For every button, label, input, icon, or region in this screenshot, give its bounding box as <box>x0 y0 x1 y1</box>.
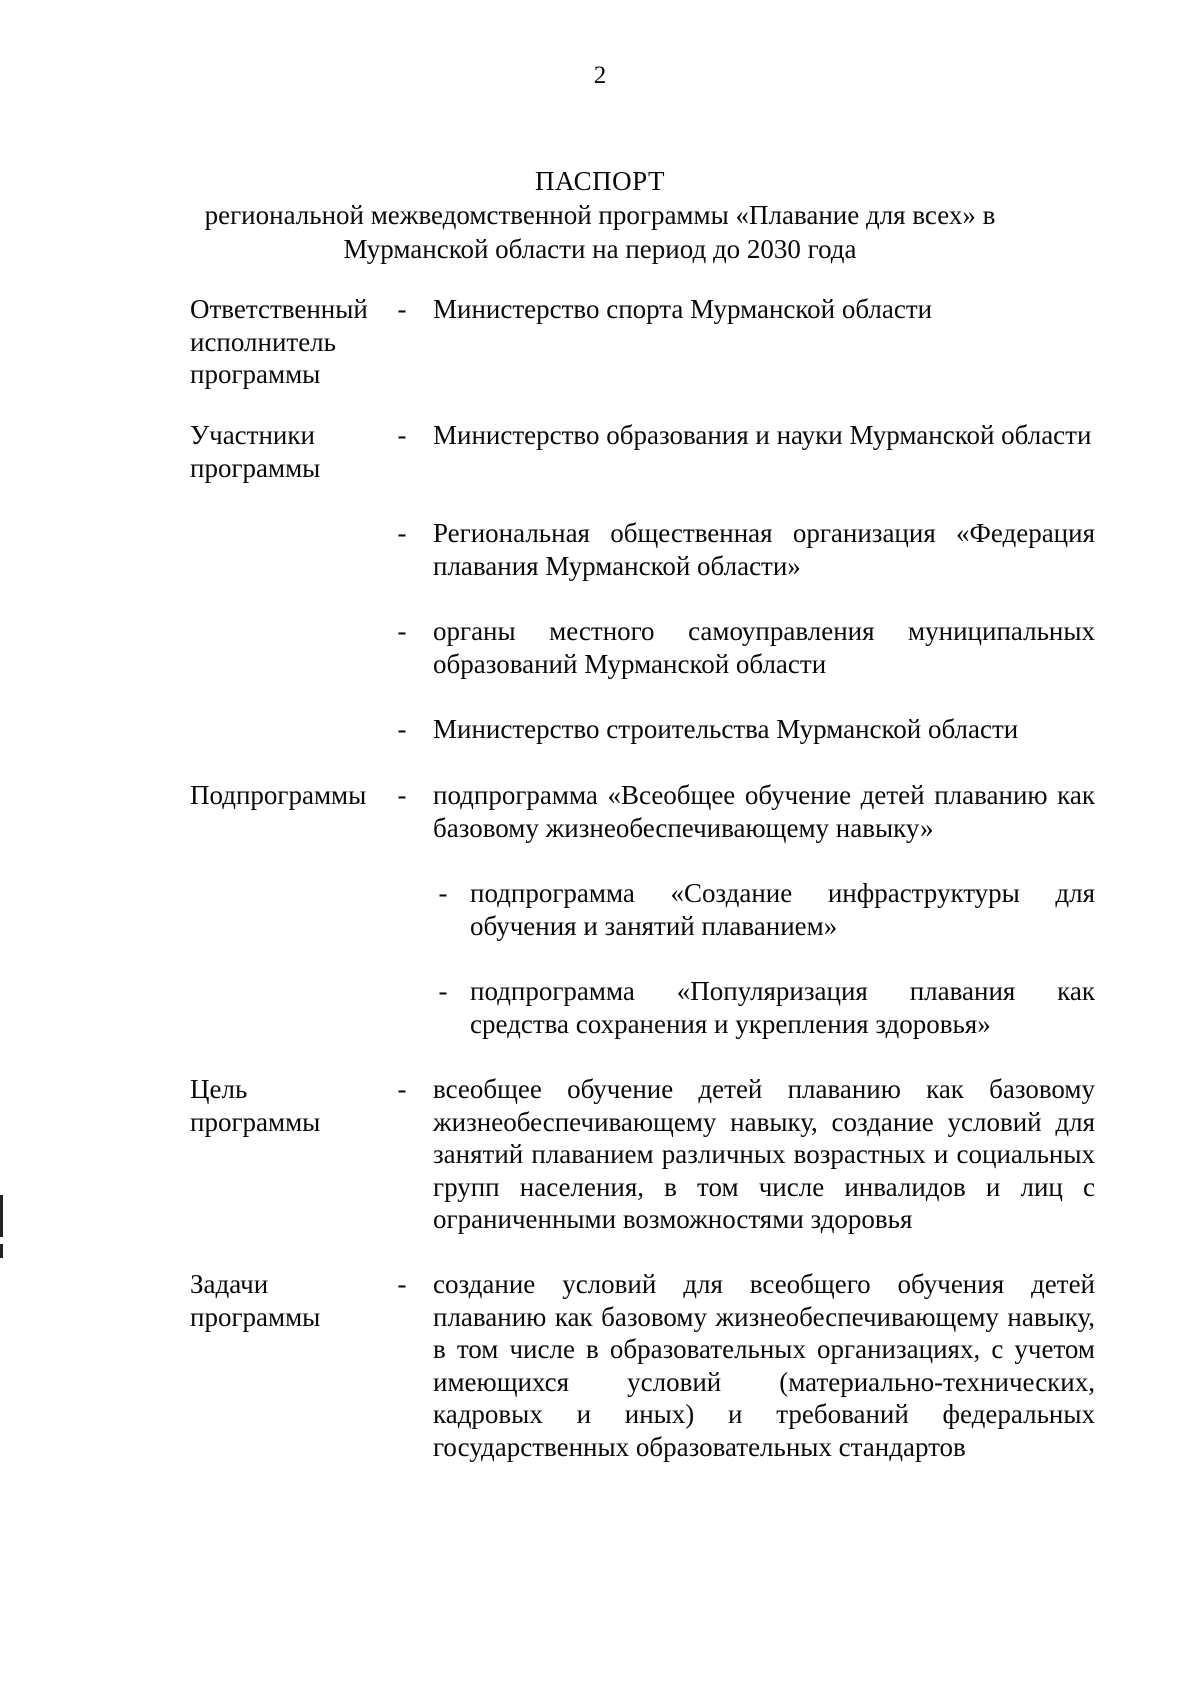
label-tasks: Задачи программы <box>190 1269 321 1332</box>
dash-marker: - <box>397 420 407 450</box>
subprogram-item: подпрограмма «Популяризация плавания как средства сохранения и укрепления здоровья» <box>470 976 1095 1039</box>
dash-marker: - <box>397 1269 407 1299</box>
tasks-text: создание условий для всеобщего обучения детей плаванию как базовому жизнеобеспечивающему навыку, в том числе в образовательных организациях, с учетом имеющихся условий (материально-технических, кадровых и иных) и требований федеральных государственных образовательных стандартов <box>433 1269 1095 1462</box>
dash-marker: - <box>397 1074 407 1104</box>
label-goal: Цель программы <box>190 1074 321 1137</box>
document-subtitle-line-2: Мурманской области на период до 2030 года <box>343 234 857 264</box>
document-title: ПАСПОРТ <box>535 166 665 196</box>
participant-item: Региональная общественная организация «Федерация плавания Мурманской области» <box>433 518 1095 581</box>
dash-marker: - <box>438 878 448 908</box>
goal-text: всеобщее обучение детей плаванию как базовому жизнеобеспечивающему навыку, создание условий для занятий плаванием различных возрастных и социальных групп населения, в том числе инвалидов и лиц с ограниченными возможностями здоровья <box>433 1074 1095 1234</box>
dash-marker: - <box>397 714 407 744</box>
dash-marker: - <box>397 780 407 810</box>
responsible-executor-text: Министерство спорта Мурманской области <box>433 294 933 324</box>
dash-marker: - <box>397 518 407 548</box>
dash-marker: - <box>397 294 407 324</box>
participant-item: Министерство строительства Мурманской области <box>433 714 1019 744</box>
label-subprograms: Подпрограммы <box>190 780 367 810</box>
document-subtitle-line-1: региональной межведомственной программы «Плавание для всех» в <box>204 200 996 230</box>
scan-edge-mark <box>0 1244 3 1258</box>
label-responsible-executor: Ответственный исполнитель программы <box>190 294 368 389</box>
scan-edge-mark <box>0 1195 3 1237</box>
document-title-block <box>140 164 1060 266</box>
dash-marker: - <box>438 976 448 1006</box>
label-participants: Участники программы <box>190 420 321 483</box>
dash-marker: - <box>397 616 407 646</box>
subprogram-item: подпрограмма «Всеобщее обучение детей плаванию как базовому жизнеобеспечивающему навыку» <box>433 780 1095 843</box>
subprogram-item: подпрограмма «Создание инфраструктуры для обучения и занятий плаванием» <box>470 878 1095 941</box>
participant-item: органы местного самоуправления муниципальных образований Мурманской области <box>433 616 1095 679</box>
page-number: 2 <box>593 62 607 89</box>
participant-item: Министерство образования и науки Мурманской области <box>433 420 1092 450</box>
